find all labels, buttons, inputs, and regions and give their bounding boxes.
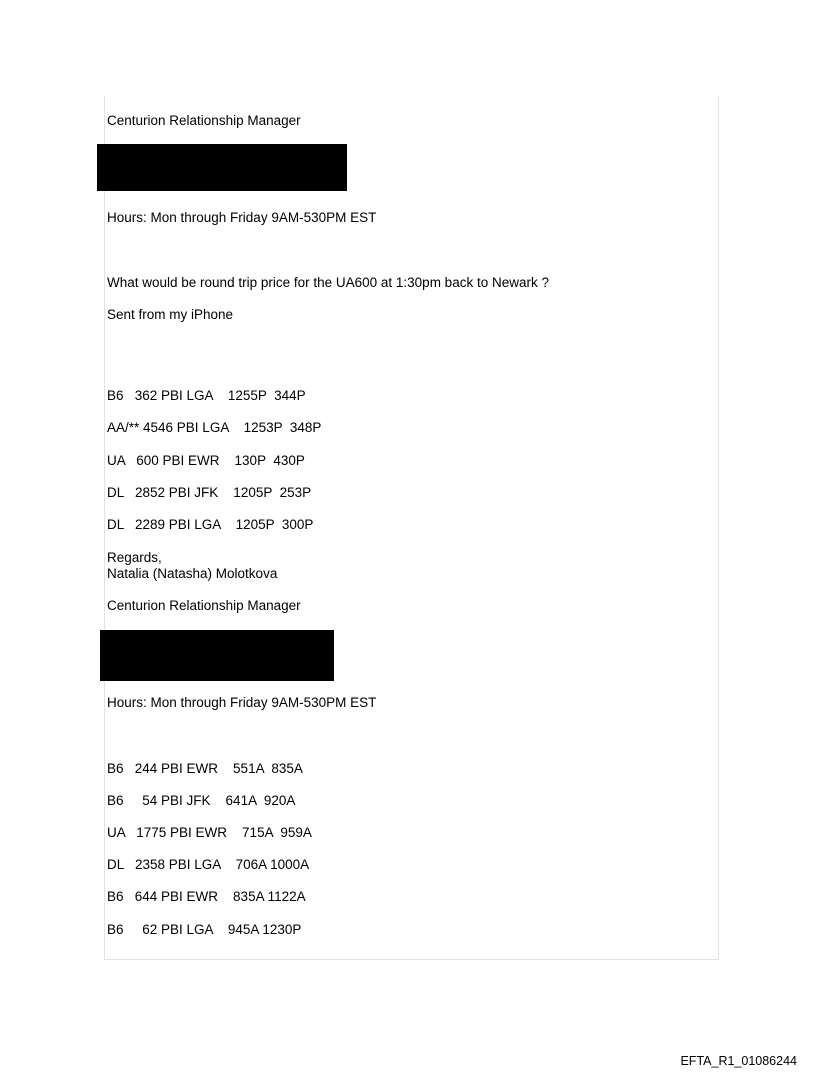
message-question: What would be round trip price for the UA600 at 1:30pm back to Newark ?	[107, 275, 549, 290]
document-id: EFTA_R1_01086244	[680, 1054, 797, 1068]
flight-row: DL 2358 PBI LGA 706A 1000A	[107, 857, 310, 872]
flight-row: DL 2852 PBI JFK 1205P 253P	[107, 485, 312, 500]
flight-row: DL 2289 PBI LGA 1205P 300P	[107, 517, 314, 532]
flight-row: B6 62 PBI LGA 945A 1230P	[107, 922, 302, 937]
flight-row: UA 600 PBI EWR 130P 430P	[107, 453, 305, 468]
flight-row: B6 244 PBI EWR 551A 835A	[107, 761, 303, 776]
flight-row: B6 644 PBI EWR 835A 1122A	[107, 889, 306, 904]
manager-title: Centurion Relationship Manager	[107, 598, 301, 613]
manager-title: Centurion Relationship Manager	[107, 113, 301, 128]
hours-text: Hours: Mon through Friday 9AM-530PM EST	[107, 210, 377, 225]
sender-name: Natalia (Natasha) Molotkova	[107, 566, 278, 581]
redaction-block	[100, 630, 334, 681]
flight-row: B6 362 PBI LGA 1255P 344P	[107, 388, 306, 403]
flight-row: AA/** 4546 PBI LGA 1253P 348P	[107, 420, 322, 435]
regards-text: Regards,	[107, 550, 162, 565]
flight-row: UA 1775 PBI EWR 715A 959A	[107, 825, 312, 840]
flight-row: B6 54 PBI JFK 641A 920A	[107, 793, 296, 808]
redaction-block	[97, 144, 347, 191]
hours-text: Hours: Mon through Friday 9AM-530PM EST	[107, 695, 377, 710]
message-signature: Sent from my iPhone	[107, 307, 234, 322]
